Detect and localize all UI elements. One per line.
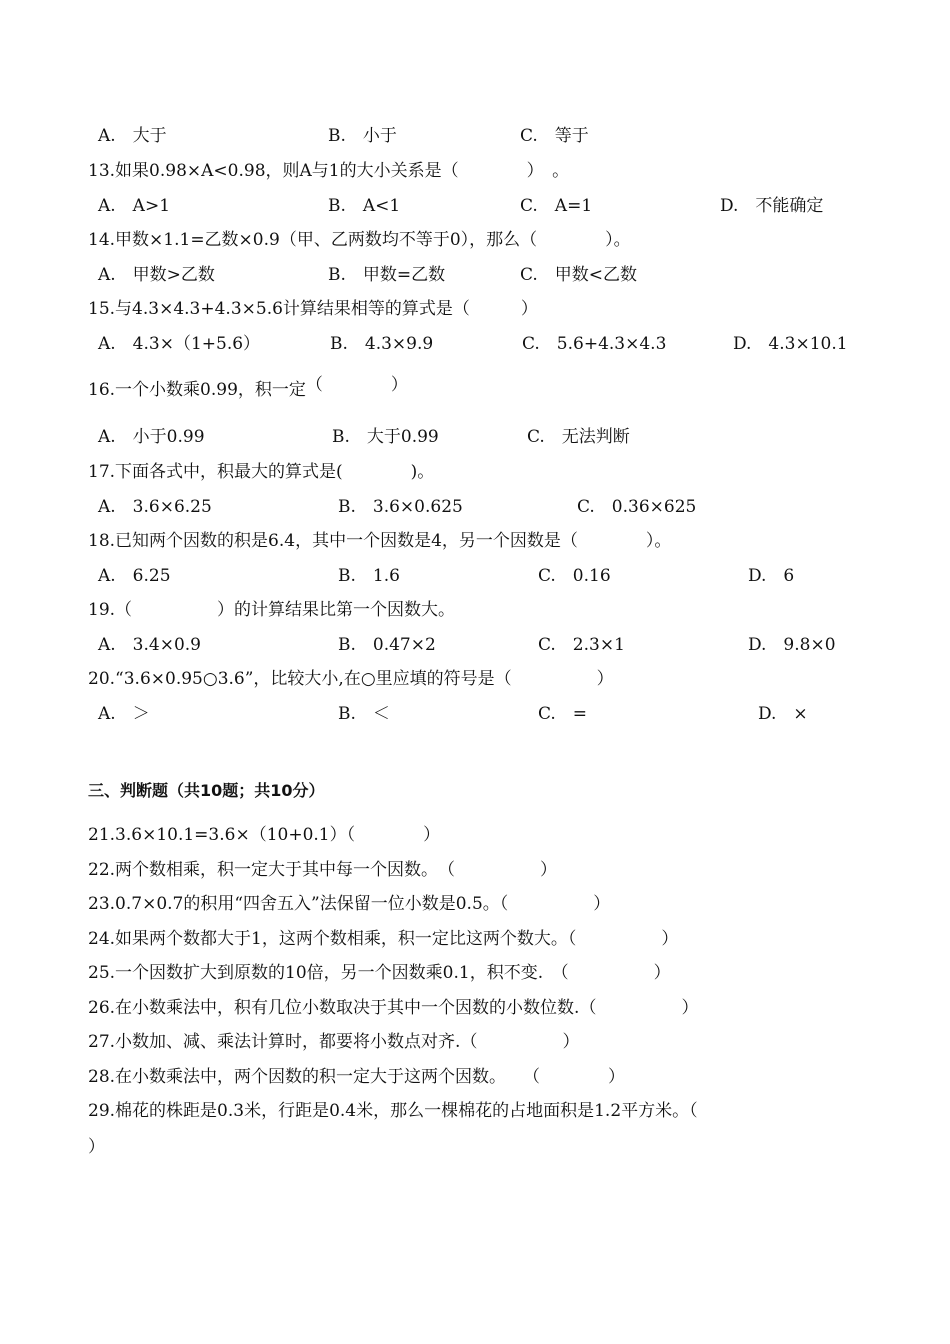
q19-option-c: C. 2.3×1 — [538, 635, 625, 655]
question-16 — [88, 375, 408, 401]
question-13: 13.如果0.98×A<0.98，则A与1的大小关系是（ ） 。 — [88, 161, 570, 181]
q20-option-b: B. ＜ — [338, 704, 390, 724]
judgement-23: 23.0.7×0.7的积用“四舍五入”法保留一位小数是0.5。（ ） — [88, 894, 611, 914]
q14-option-a: A. 甲数>乙数 — [98, 265, 215, 285]
judgement-25: 25.一个因数扩大到原数的10倍，另一个因数乘0.1，积不变. （ ） — [88, 963, 671, 983]
question-16-paren: （ ） — [305, 375, 408, 395]
q17-option-b: B. 3.6×0.625 — [338, 497, 463, 517]
q19-option-a: A. 3.4×0.9 — [98, 635, 201, 655]
question-20: 20.“3.6×0.95○3.6”，比较大小,在○里应填的符号是（ ） — [88, 669, 614, 689]
question-14: 14.甲数×1.1=乙数×0.9（甲、乙两数均不等于0），那么（ ）。 — [88, 230, 631, 250]
question-15: 15.与4.3×4.3+4.3×5.6计算结果相等的算式是（ ） — [88, 299, 538, 319]
section-3-title: 三、判断题（共10题；共10分） — [88, 781, 325, 800]
q18-option-c: C. 0.16 — [538, 566, 611, 586]
question-18: 18.已知两个因数的积是6.4，其中一个因数是4，另一个因数是（ ）。 — [88, 531, 672, 551]
q13-option-c: C. A=1 — [520, 196, 593, 216]
judgement-28: 28.在小数乘法中，两个因数的积一定大于这两个因数。 （ ） — [88, 1067, 626, 1087]
q15-option-b: B. 4.3×9.9 — [330, 334, 434, 354]
q16-option-c: C. 无法判断 — [527, 427, 630, 447]
judgement-22: 22.两个数相乘，积一定大于其中每一个因数。 （ ） — [88, 860, 558, 880]
question-16-text: 16.一个小数乘0.99，积一定 — [88, 380, 306, 400]
q19-option-d: D. 9.8×0 — [748, 635, 836, 655]
judgement-29-continuation: ） — [88, 1137, 105, 1157]
q13-option-d: D. 不能确定 — [720, 196, 824, 216]
q18-option-a: A. 6.25 — [98, 566, 171, 586]
q18-option-b: B. 1.6 — [338, 566, 400, 586]
q13-option-b: B. A<1 — [328, 196, 401, 216]
judgement-26: 26.在小数乘法中，积有几位小数取决于其中一个因数的小数位数.（ ） — [88, 998, 699, 1018]
judgement-29: 29.棉花的株距是0.3米，行距是0.4米，那么一棵棉花的占地面积是1.2平方米。（ — [88, 1101, 698, 1121]
question-17: 17.下面各式中，积最大的算式是( )。 — [88, 462, 435, 482]
q15-option-a: A. 4.3×（1+5.6） — [98, 334, 261, 354]
q12-option-a: A. 大于 — [98, 126, 167, 146]
q18-option-d: D. 6 — [748, 566, 795, 586]
q12-option-c: C. 等于 — [520, 126, 589, 146]
q15-option-d: D. 4.3×10.1 — [733, 334, 848, 354]
q16-option-a: A. 小于0.99 — [98, 427, 205, 447]
q20-option-c: C. = — [538, 704, 588, 724]
q14-option-c: C. 甲数<乙数 — [520, 265, 638, 285]
q19-option-b: B. 0.47×2 — [338, 635, 436, 655]
q17-option-c: C. 0.36×625 — [577, 497, 697, 517]
q14-option-b: B. 甲数=乙数 — [328, 265, 446, 285]
q17-option-a: A. 3.6×6.25 — [98, 497, 212, 517]
q16-option-b: B. 大于0.99 — [332, 427, 439, 447]
question-19: 19.（ ）的计算结果比第一个因数大。 — [88, 600, 456, 620]
q15-option-c: C. 5.6+4.3×4.3 — [522, 334, 667, 354]
judgement-27: 27.小数加、减、乘法计算时，都要将小数点对齐.（ ） — [88, 1032, 580, 1052]
q20-option-a: A. ＞ — [98, 704, 150, 724]
q20-option-d: D. × — [758, 704, 808, 724]
judgement-21: 21.3.6×10.1=3.6×（10+0.1）（ ） — [88, 825, 441, 845]
q12-option-b: B. 小于 — [328, 126, 397, 146]
judgement-24: 24.如果两个数都大于1，这两个数相乘，积一定比这两个数大。（ ） — [88, 929, 679, 949]
q13-option-a: A. A>1 — [98, 196, 171, 216]
